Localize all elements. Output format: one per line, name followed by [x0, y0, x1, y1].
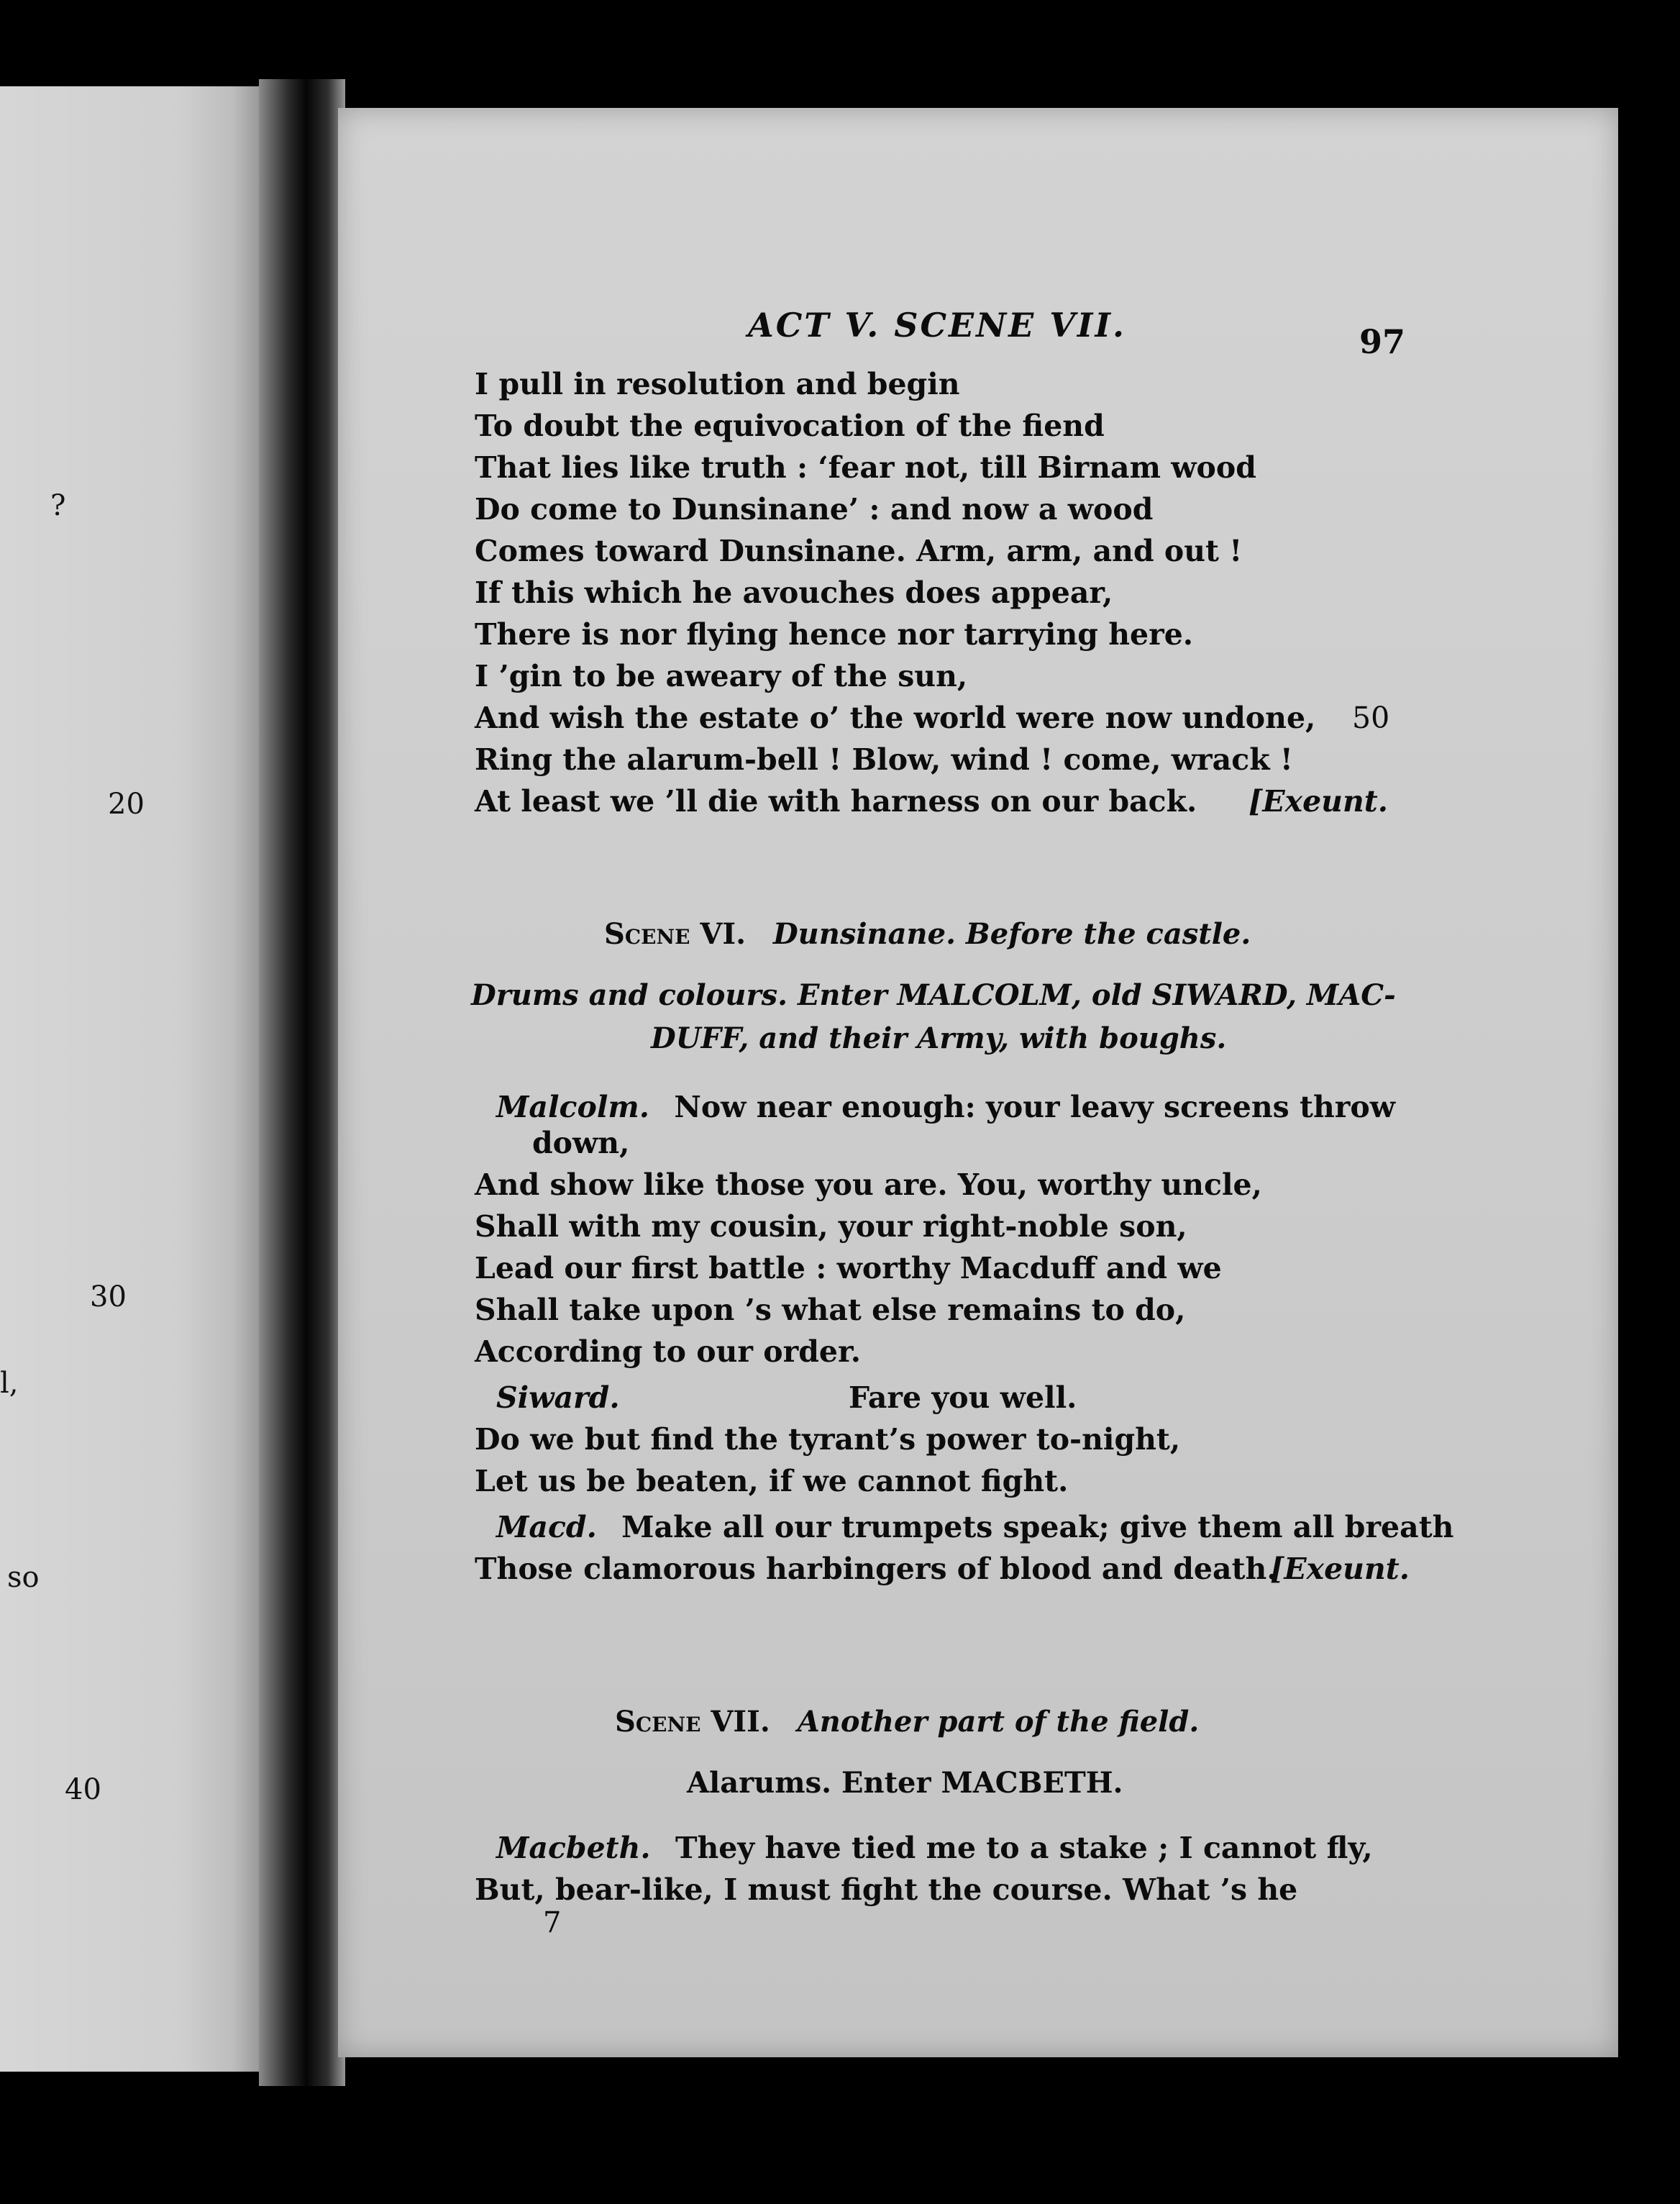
verse-line: Shall take upon ’s what else remains to do,: [475, 1293, 1186, 1327]
verse-line-text: Fare you well.: [849, 1380, 1077, 1415]
verse-line: [475, 1548, 1410, 1590]
speaker-malcolm: Malcolm.: [496, 1090, 650, 1124]
verse-line: Comes toward Dunsinane. Arm, arm, and out !: [475, 534, 1243, 568]
verse-line: Let us be beaten, if we cannot fight.: [475, 1464, 1069, 1498]
speech-line: [475, 1506, 1454, 1548]
book-spine-gutter: [259, 79, 345, 2086]
left-margin-fragment: l,: [0, 1367, 19, 1400]
left-margin-mark: ?: [50, 489, 66, 522]
verse-line: And show like those you are. You, worthy uncle,: [475, 1167, 1262, 1202]
scene-7-dialogue: [475, 1827, 1410, 1911]
left-line-number-30: 30: [90, 1280, 127, 1313]
scene-place: Dunsinane. Before the castle.: [772, 917, 1251, 951]
left-margin-fragment: so: [7, 1561, 40, 1594]
verse-line-text: Now near enough: your leavy screens throw: [674, 1090, 1395, 1124]
scene-label: Scene VII.: [615, 1705, 770, 1739]
verse-line-text: At least we ’ll die with harness on our back.: [475, 784, 1197, 819]
scene-7-heading: [615, 1705, 1199, 1739]
passage-macbeth-speech: [475, 363, 1410, 822]
verse-line: I ’gin to be aweary of the sun,: [475, 659, 968, 693]
verse-line: Do come to Dunsinane’ : and now a wood: [475, 492, 1154, 527]
verse-line: There is nor flying hence nor tarrying here.: [475, 617, 1194, 652]
scene-label: Scene VI.: [604, 917, 747, 951]
left-line-number-40: 40: [65, 1773, 101, 1806]
page-number: 97: [1359, 322, 1406, 361]
signature-mark: 7: [543, 1906, 562, 1939]
line-number-50: 50: [1352, 701, 1390, 735]
verse-line: According to our order.: [475, 1334, 862, 1369]
verse-line-text: Those clamorous harbingers of blood and death.: [475, 1552, 1277, 1586]
verse-line: Do we but find the tyrant’s power to-night,: [475, 1422, 1181, 1457]
speaker-macbeth: Macbeth.: [496, 1831, 651, 1865]
verse-line-text: Make all our trumpets speak; give them all breath: [621, 1510, 1454, 1544]
speech-line: [475, 1377, 1410, 1419]
verse-line: [475, 697, 1410, 739]
exit-direction: [Exeunt.: [1248, 784, 1388, 819]
stage-direction: Drums and colours. Enter MALCOLM, old SIWARD, MAC-: [471, 978, 1396, 1012]
speech-line: [475, 1827, 1410, 1869]
verse-line-text: And wish the estate o’ the world were now undone,: [475, 701, 1316, 735]
verse-line-text: They have tied me to a stake ; I cannot fly,: [675, 1831, 1373, 1865]
scene-6-dialogue: [475, 1086, 1454, 1590]
verse-line: Shall with my cousin, your right-noble son,: [475, 1209, 1187, 1244]
verse-line: If this which he avouches does appear,: [475, 575, 1113, 610]
stage-direction: Alarums. Enter MACBETH.: [687, 1766, 1123, 1800]
stage-direction: DUFF, and their Army, with boughs.: [651, 1021, 1227, 1055]
speaker-siward: Siward.: [496, 1380, 620, 1415]
left-page: [0, 86, 259, 2072]
verse-line: But, bear-like, I must fight the course. What ’s he: [475, 1872, 1298, 1907]
scene-6-heading: [604, 917, 1251, 951]
scene-place: Another part of the field.: [797, 1705, 1200, 1739]
verse-line: I pull in resolution and begin: [475, 367, 960, 401]
verse-line: That lies like truth : ‘fear not, till Birnam wood: [475, 450, 1256, 485]
left-line-number-20: 20: [108, 788, 145, 821]
running-head: ACT V. SCENE VII.: [748, 306, 1126, 345]
verse-line: To doubt the equivocation of the fiend: [475, 409, 1105, 443]
verse-line: down,: [532, 1126, 630, 1160]
verse-line: Ring the alarum-bell ! Blow, wind ! come, wrack !: [475, 742, 1293, 777]
verse-line: Lead our first battle : worthy Macduff and we: [475, 1251, 1222, 1285]
exit-direction: [Exeunt.: [1269, 1552, 1410, 1586]
speaker-macduff: Macd.: [496, 1510, 597, 1544]
verse-line: [475, 780, 1410, 822]
